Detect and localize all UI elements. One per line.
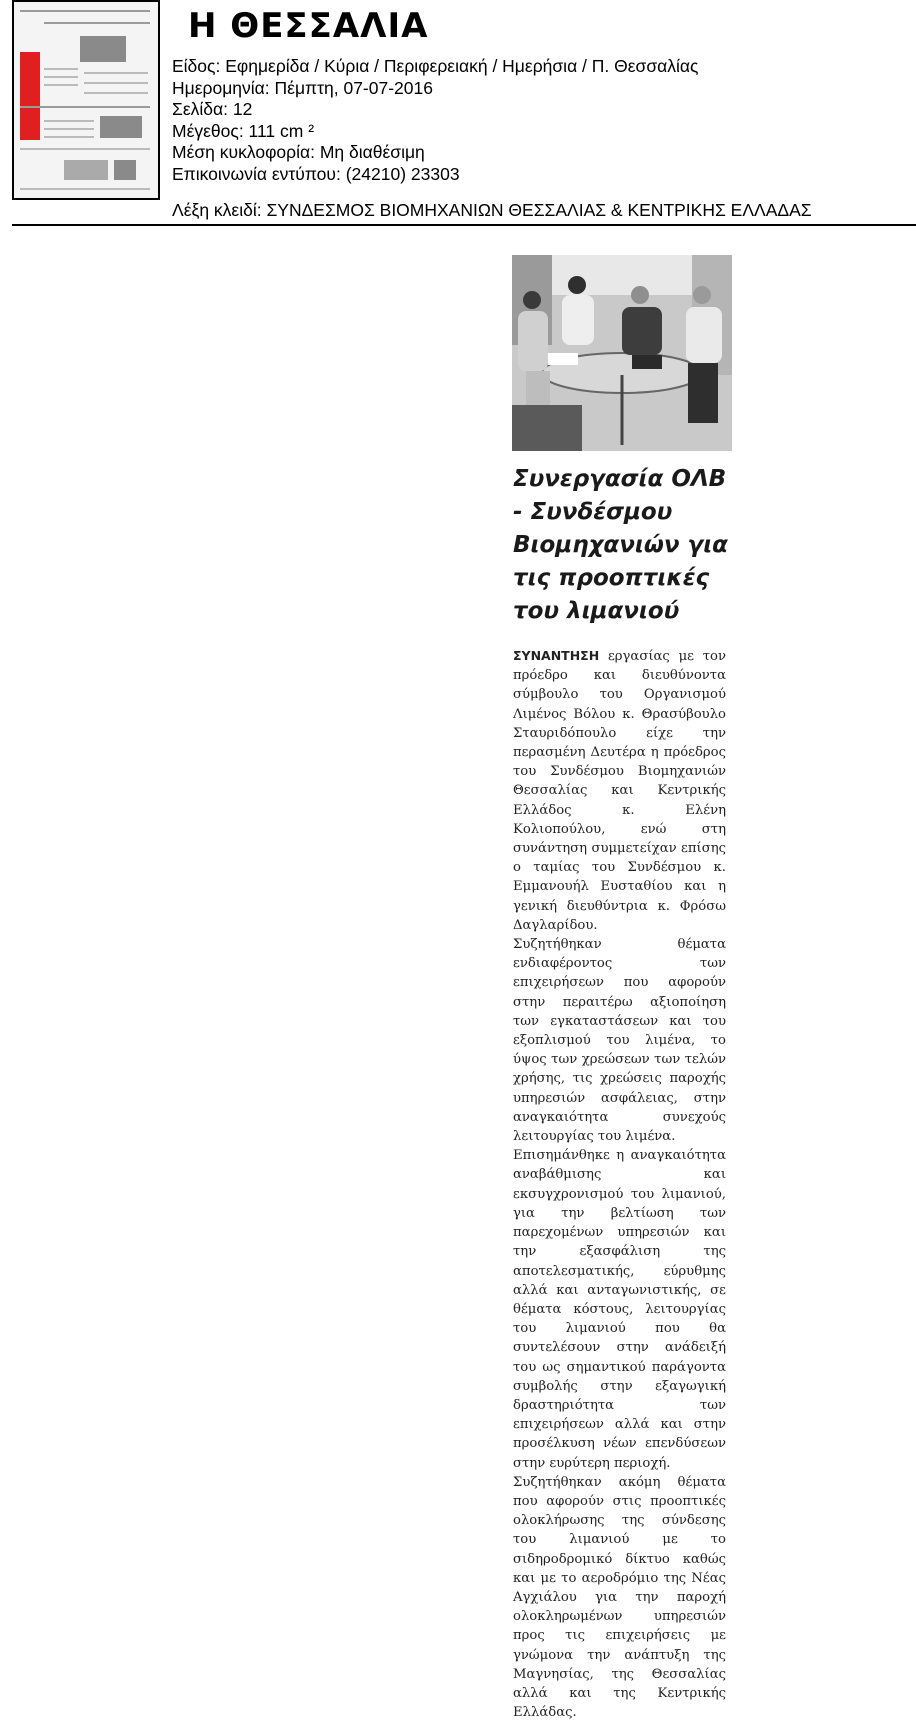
page-thumbnail (12, 0, 160, 200)
header-divider (12, 224, 916, 226)
paragraph-4: Συζητήθηκαν ακόμη θέματα που αφορούν στις προοπτικές ολοκλήρωσης της σύνδεσης του λιμανιού με το σιδηροδρομικό δίκτυο καθώς και με το αεροδρόμιο της Νέας Αγχιάλου για την παροχή ολοκληρωμένων υπηρεσιών προς τις επιχειρήσεις με γνώμονα την ανάπτυξη της Μαγνησίας, της Θεσσαλίας αλλά και της Κεντρικής Ελλάδας. (513, 1474, 726, 1721)
meeting-photo (512, 255, 732, 451)
date-line: Ημερομηνία: Πέμπτη, 07-07-2016 (172, 77, 433, 98)
keyword-line: Λέξη κλειδί: ΣΥΝΔΕΣΜΟΣ ΒΙΟΜΗΧΑΝΙΩΝ ΘΕΣΣΑΛΙΑΣ & ΚΕΝΤΡΙΚΗΣ ΕΛΛΑΔΑΣ (172, 200, 812, 220)
genre-line: Είδος: Εφημερίδα / Κύρια / Περιφερειακή / Ημερήσια / Π. Θεσσαλίας (172, 56, 699, 76)
contact-line: Επικοινωνία εντύπου: (24210) 23303 (172, 163, 460, 184)
clipping-metadata (172, 56, 698, 185)
paragraph-1 (513, 646, 726, 935)
page-line: Σελίδα: 12 (172, 99, 253, 119)
newspaper-title: Η ΘΕΣΣΑΛΙΑ (188, 6, 429, 46)
paragraph-1-text: εργασίας με τον πρόεδρο και διευθύνοντα σύμβουλο του Οργανισμού Λιμένος Βόλου κ. Θρασύβουλο Σταυριδόπουλο είχε την περασμένη Δευτέρα η πρόεδρος του Συνδέσμου Βιομηχανιών Θεσσαλίας και Κεντρικής Ελλάδος κ. Ελένη Κολιοπούλου, ενώ στη συνάντηση συμμετείχαν επίσης ο ταμίας του Συνδέσμου κ. Εμμανουήλ Ευσταθίου και η γενική διευθύντρια κ. Φρόσω Δαγλαρίδου. (513, 649, 726, 933)
size-line: Μέγεθος: 111 cm ² (172, 120, 315, 141)
thumbnail-red-bar (20, 52, 40, 140)
article-body (513, 646, 726, 1722)
lead-word: ΣΥΝΑΝΤΗΣΗ (513, 648, 600, 663)
paragraph-3: Επισημάνθηκε η αναγκαιότητα αναβάθμισης και εκσυγχρονισμού του λιμανιού, για την βελτίωση των παρεχομένων υπηρεσιών και την εξασφάλιση της αποτελεσματικής, εύρυθμης αλλά και ανταγωνιστικής, σε θέματα κόστους, λειτουργίας του λιμανιού που θα συντελέσουν στην ανάδειξή του ως σημαντικού παράγοντα συμβολής στην εξαγωγική δραστηριότητα των επιχειρήσεων αλλά και στην προσέλκυση νέων επενδύσεων στην ευρύτερη περιοχή. (513, 1148, 726, 1471)
paragraph-2: Συζητήθηκαν θέματα ενδιαφέροντος των επιχειρήσεων που αφορούν στην περαιτέρω αξιοποίηση των εγκαταστάσεων και του εξοπλισμού του λιμένα, το ύψος των χρεώσεων των τελών χρήσης, τις χρεώσεις παροχής υπηρεσιών ασφάλειας, στην αναγκαιότητα συνεχούς λειτουργίας του λιμένα. (513, 937, 726, 1145)
article-headline: Συνεργασία ΟΛΒ - Συνδέσμου Βιομηχανιών για τις προοπτικές του λιμανιού (513, 466, 728, 624)
circulation-line: Μέση κυκλοφορία: Μη διαθέσιμη (172, 142, 425, 162)
